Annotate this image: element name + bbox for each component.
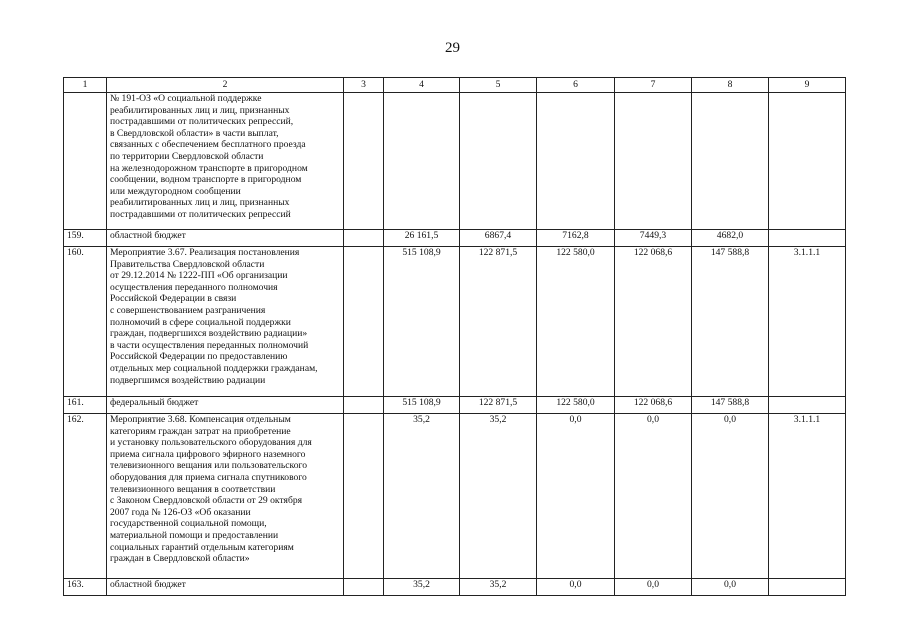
description-cell <box>107 397 344 414</box>
description-line: подвергшимся воздействию радиации <box>110 374 266 386</box>
value-cell-c5: 6867,4 <box>460 230 537 247</box>
description-line: связанных с обеспечением бесплатного проезда <box>110 139 306 151</box>
description-line: пострадавшими от политических репрессий, <box>110 116 294 128</box>
description-line: или междугородном сообщении <box>110 185 241 197</box>
description-line: осуществления переданного полномочия <box>110 281 278 293</box>
description-line: телевизионного вещания в соответствии <box>110 483 276 495</box>
value-cell-c6: 7162,8 <box>537 230 615 247</box>
description-line: в Свердловской области» в части выплат, <box>110 127 279 139</box>
column-header: 4 <box>384 78 460 93</box>
value-cell-c5: 35,2 <box>460 579 537 596</box>
page-number: 29 <box>445 40 460 56</box>
row-number-cell: 160. <box>64 247 107 397</box>
value-cell-c8: 0,0 <box>692 579 769 596</box>
value-cell-c3 <box>344 397 384 414</box>
value-cell-c8: 0,0 <box>692 414 769 579</box>
description-line: приема сигнала цифрового эфирного наземного <box>110 448 306 460</box>
row-number-cell <box>64 93 107 230</box>
value-cell-c4: 35,2 <box>384 579 460 596</box>
description-line: Российской Федерации в связи <box>110 293 237 305</box>
value-cell-c3 <box>344 579 384 596</box>
description-line: в части осуществления переданных полномочий <box>110 339 309 351</box>
description-line: оборудования для приема сигнала спутникового <box>110 471 307 483</box>
value-cell-c7: 122 068,6 <box>615 397 692 414</box>
row-number-cell: 163. <box>64 579 107 596</box>
description-line: отдельных мер социальной поддержки гражданам, <box>110 362 318 374</box>
value-cell-c4 <box>384 93 460 230</box>
column-header: 9 <box>769 78 846 93</box>
description-line: Мероприятие 3.68. Компенсация отдельным <box>110 414 291 425</box>
value-cell-c6: 122 580,0 <box>537 247 615 397</box>
value-cell-c5: 35,2 <box>460 414 537 579</box>
description-line: 2007 года № 126-ОЗ «Об оказании <box>110 506 251 518</box>
table-row <box>64 579 846 596</box>
value-cell-c7 <box>615 93 692 230</box>
row-number-cell: 159. <box>64 230 107 247</box>
target-code-cell <box>769 397 846 414</box>
value-cell-c4: 515 108,9 <box>384 247 460 397</box>
value-cell-c5: 122 871,5 <box>460 247 537 397</box>
value-cell-c5: 122 871,5 <box>460 397 537 414</box>
description-line: полномочий в сфере социальной поддержки <box>110 316 291 328</box>
value-cell-c3 <box>344 93 384 230</box>
value-cell-c4: 515 108,9 <box>384 397 460 414</box>
description-line: Правительства Свердловской области <box>110 258 265 270</box>
value-cell-c3 <box>344 414 384 579</box>
value-cell-c6: 122 580,0 <box>537 397 615 414</box>
description-line: сообщении, водном транспорте в пригородном <box>110 174 302 186</box>
description-line: граждан, подвергшихся воздействию радиации» <box>110 328 308 340</box>
table-header-row <box>64 78 846 93</box>
value-cell-c7: 0,0 <box>615 414 692 579</box>
row-number-cell: 162. <box>64 414 107 579</box>
table-row <box>64 414 846 579</box>
description-cell <box>107 579 344 596</box>
description-line: телевизионного вещания или пользовательского <box>110 460 307 472</box>
description-line: № 191-ОЗ «О социальной поддержке <box>110 93 262 104</box>
column-header: 8 <box>692 78 769 93</box>
value-cell-c6: 0,0 <box>537 579 615 596</box>
value-cell-c6: 0,0 <box>537 414 615 579</box>
description-line: реабилитированных лиц и лиц, признанных <box>110 197 290 209</box>
description-line: государственной социальной помощи, <box>110 518 267 530</box>
value-cell-c5 <box>460 93 537 230</box>
table-row <box>64 397 846 414</box>
value-cell-c6 <box>537 93 615 230</box>
table-row <box>64 230 846 247</box>
target-code-cell <box>769 93 846 230</box>
value-cell-c4: 26 161,5 <box>384 230 460 247</box>
description-line: материальной помощи и предоставлении <box>110 529 279 541</box>
target-code-cell: 3.1.1.1 <box>769 414 846 579</box>
column-header: 3 <box>344 78 384 93</box>
description-cell <box>107 414 344 579</box>
description-line: по территории Свердловской области <box>110 150 264 162</box>
description-line: реабилитированных лиц и лиц, признанных <box>110 104 290 116</box>
value-cell-c3 <box>344 230 384 247</box>
description-cell <box>107 230 344 247</box>
description-line: с Законом Свердловской области от 29 октября <box>110 495 303 507</box>
description-line: граждан в Свердловской области» <box>110 553 250 565</box>
value-cell-c7: 122 068,6 <box>615 247 692 397</box>
description-cell <box>107 247 344 397</box>
value-cell-c8: 4682,0 <box>692 230 769 247</box>
column-header: 7 <box>615 78 692 93</box>
value-cell-c8 <box>692 93 769 230</box>
description-line: областной бюджет <box>110 579 186 590</box>
column-header: 2 <box>107 78 344 93</box>
column-header: 5 <box>460 78 537 93</box>
value-cell-c7: 0,0 <box>615 579 692 596</box>
value-cell-c8: 147 588,8 <box>692 397 769 414</box>
budget-table <box>63 77 846 596</box>
value-cell-c3 <box>344 247 384 397</box>
description-line: Российской Федерации по предоставлению <box>110 351 288 363</box>
description-line: областной бюджет <box>110 230 186 241</box>
description-cell <box>107 93 344 230</box>
table-row <box>64 93 846 230</box>
value-cell-c8: 147 588,8 <box>692 247 769 397</box>
description-line: на железнодорожном транспорте в пригородном <box>110 162 308 174</box>
description-line: Мероприятие 3.67. Реализация постановления <box>110 247 300 258</box>
target-code-cell: 3.1.1.1 <box>769 247 846 397</box>
table-row <box>64 247 846 397</box>
description-line: и установку пользовательского оборудования для <box>110 437 312 449</box>
column-header: 6 <box>537 78 615 93</box>
description-line: категориям граждан затрат на приобретение <box>110 425 291 437</box>
description-line: федеральный бюджет <box>110 397 199 408</box>
row-number-cell: 161. <box>64 397 107 414</box>
target-code-cell <box>769 579 846 596</box>
value-cell-c4: 35,2 <box>384 414 460 579</box>
description-line: с совершенствованием разграничения <box>110 304 266 316</box>
value-cell-c7: 7449,3 <box>615 230 692 247</box>
column-header: 1 <box>64 78 107 93</box>
target-code-cell <box>769 230 846 247</box>
description-line: от 29.12.2014 № 1222-ПП «Об организации <box>110 270 288 282</box>
description-line: пострадавшими от политических репрессий <box>110 208 291 220</box>
description-line: социальных гарантий отдельным категориям <box>110 541 294 553</box>
